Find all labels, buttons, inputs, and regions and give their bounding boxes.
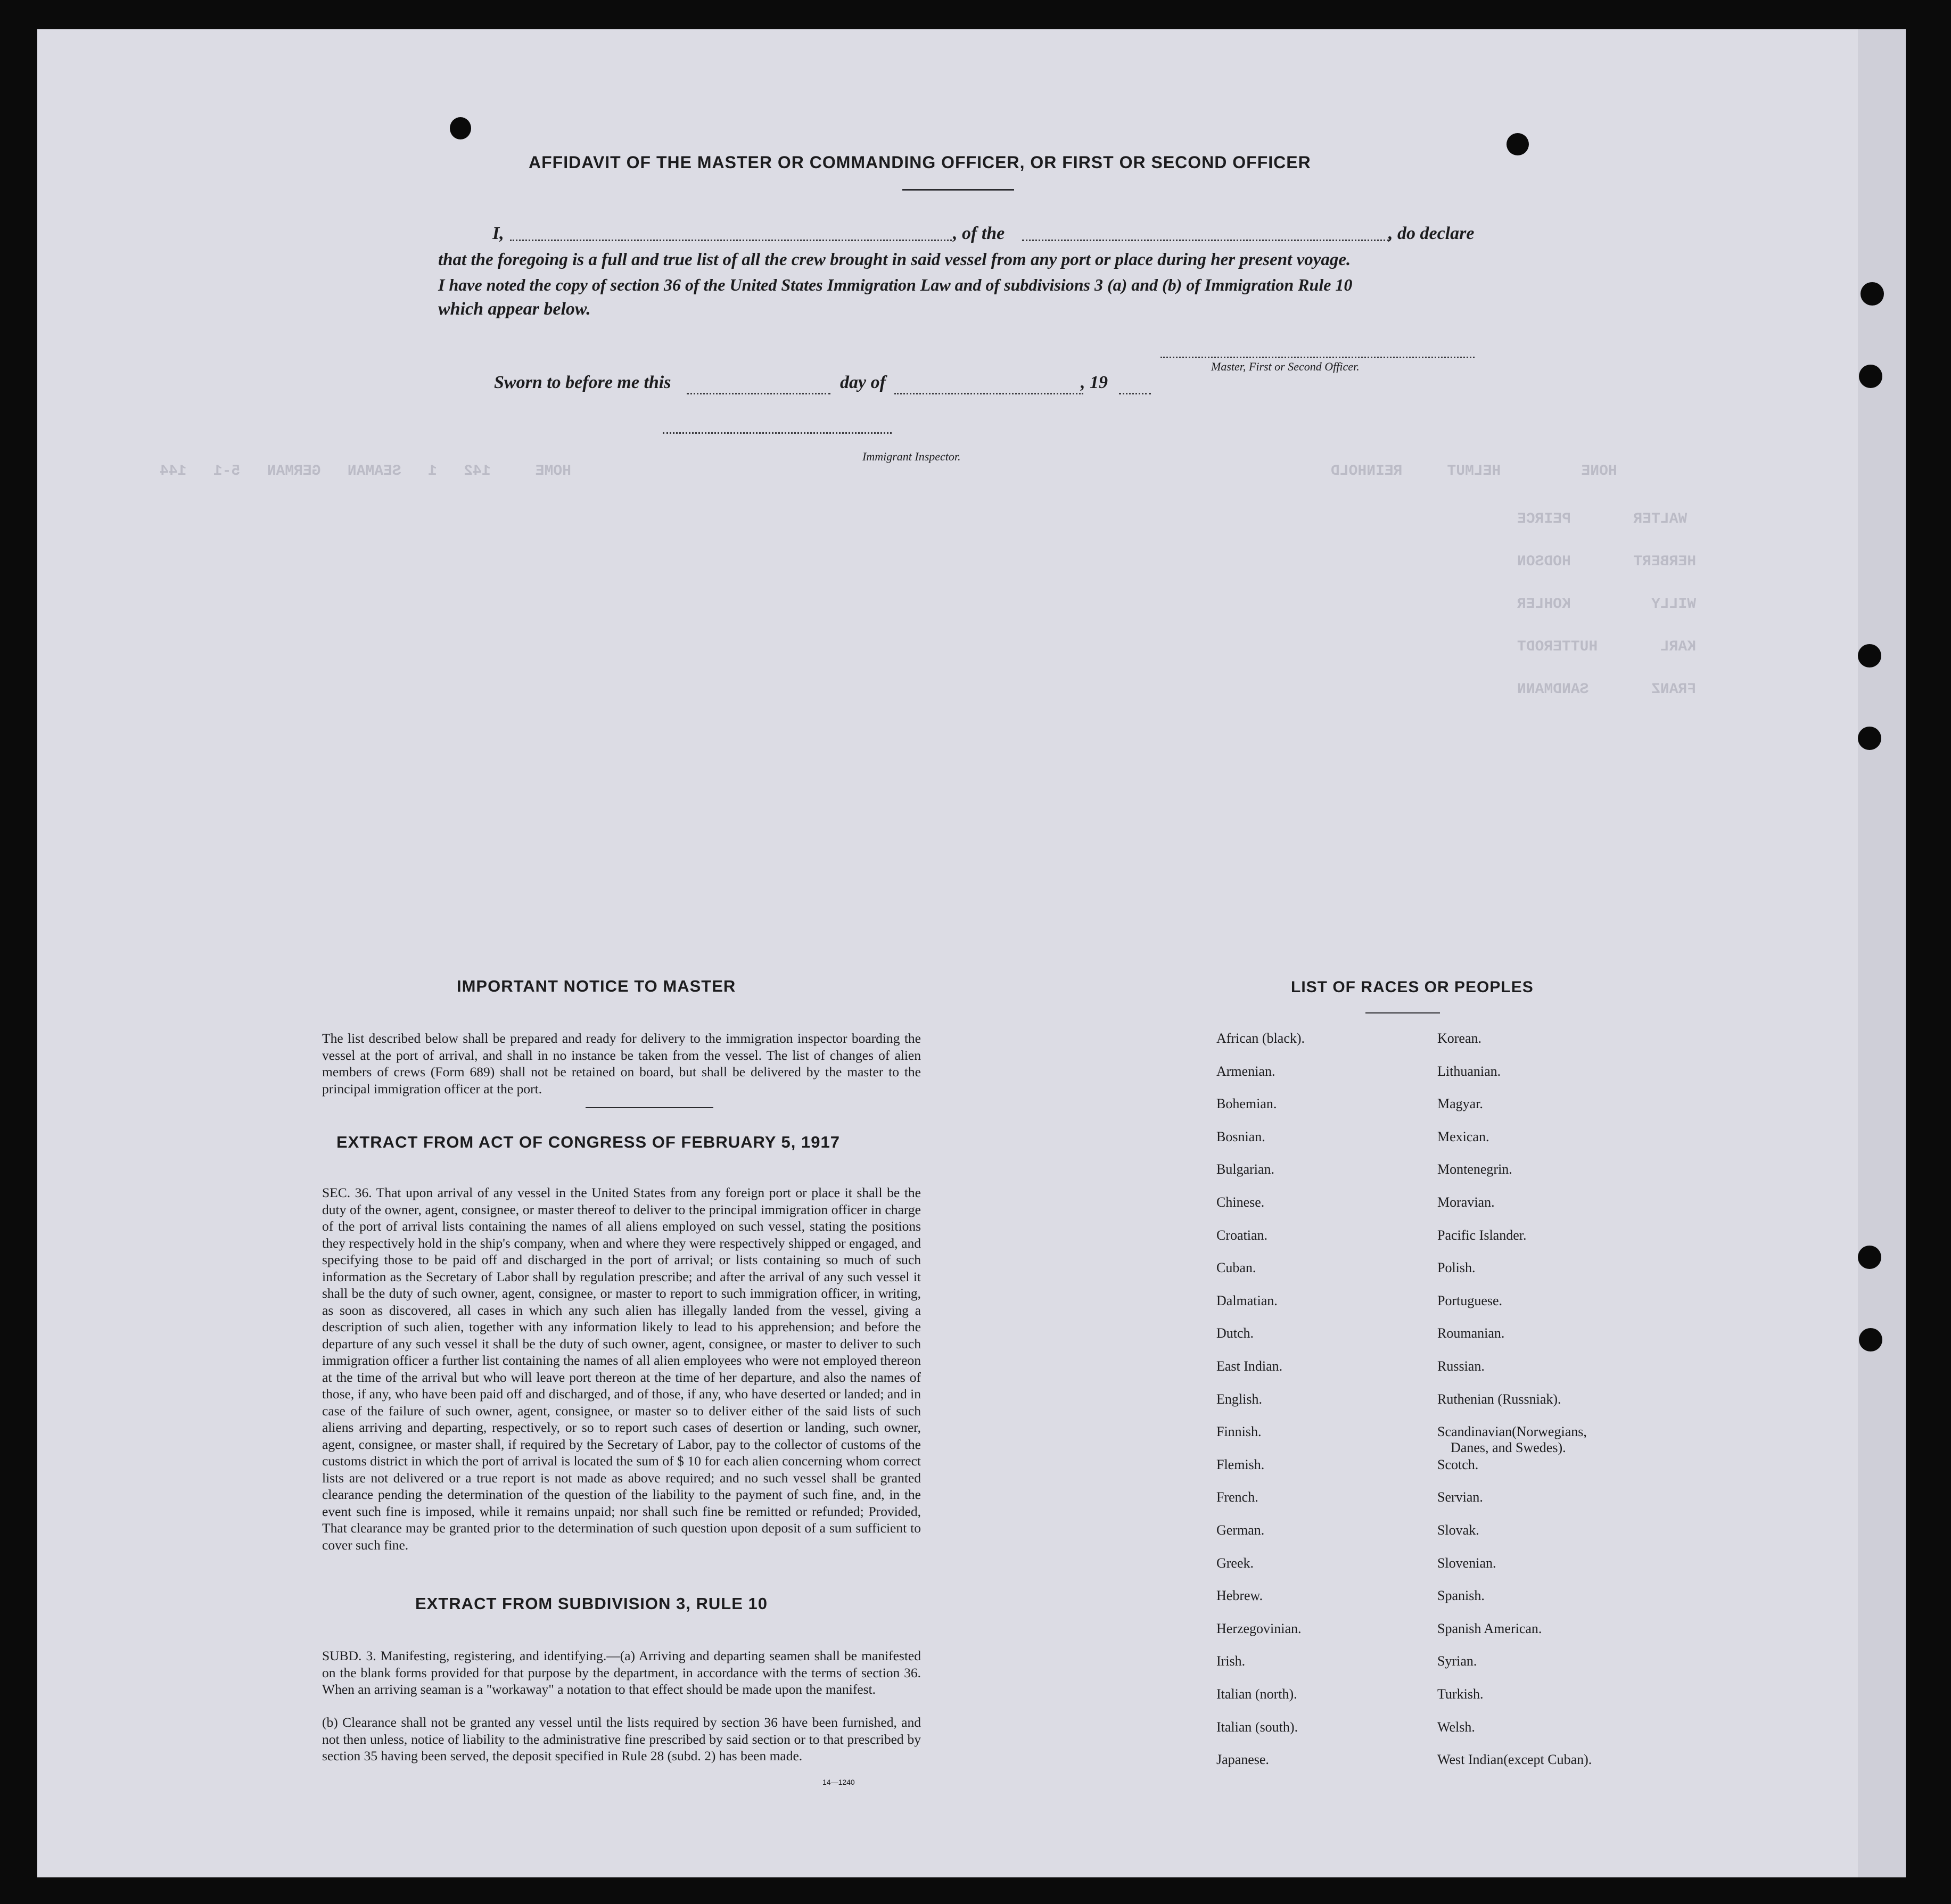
sworn-month-field[interactable] [894, 393, 1083, 394]
race-item: Herzegovinian. [1216, 1620, 1302, 1636]
race-item: Moravian. [1437, 1194, 1495, 1210]
heading-rule [902, 189, 1014, 191]
notice-text: The list described below shall be prepared and ready for delivery to the immigration inspector boarding the vessel at the port of arrival, and shall in no instance be taken from the vessel. The list of changes of alien members of crews (Form 689) shall not be retained on board, but shall be delivered by the master to the principal immigration officer at the port. [322, 1031, 921, 1097]
race-item: Scandinavian(Norwegians, [1437, 1424, 1587, 1440]
page-edge [1858, 29, 1906, 1877]
race-item: Roumanian. [1437, 1325, 1505, 1341]
race-item: Lithuanian. [1437, 1063, 1501, 1079]
rule-para-a: SUBD. 3. Manifesting, registering, and identifying.—(a) Arriving and departing seamen shall be manifested on the blank forms provided for that purpose by the department, in accordance with the terms of section 36. When an arriving seaman is a "workaway" a notation to that effect should be made upon the manifest. [322, 1648, 921, 1697]
bleed-through-text: HERBERT HODSON [1517, 554, 1697, 570]
punch-hole [450, 117, 471, 139]
race-item: Flemish. [1216, 1456, 1265, 1472]
race-item: Pacific Islander. [1437, 1227, 1527, 1243]
race-item: East Indian. [1216, 1358, 1283, 1374]
race-item: Turkish. [1437, 1686, 1484, 1702]
bleed-through-text: KARL HUTTERODT [1517, 639, 1697, 655]
form-number: 14—1240 [822, 1778, 855, 1786]
year-label: , 19 [1081, 373, 1108, 392]
of-the-label: , of the [953, 224, 1005, 243]
race-item: West Indian(except Cuban). [1437, 1752, 1592, 1768]
race-item: Scotch. [1437, 1456, 1479, 1472]
declare-label: , do declare [1388, 224, 1475, 243]
bleed-through-text: HOME 142 1 SEAMAN GERMAN 5-1 144 [160, 463, 571, 480]
sworn-year-field[interactable] [1119, 393, 1151, 394]
master-signature-label: Master, First or Second Officer. [1211, 360, 1360, 373]
race-item: Croatian. [1216, 1227, 1268, 1243]
rule-para-b: (b) Clearance shall not be granted any vessel until the lists required by section 36 have been furnished, and not then unless, notice of liability to the administrative fine prescribed by said section or to that prescribed by section 35 having been served, the deposit specified in Rule 28 (subd. 2) has been made. [322, 1715, 921, 1763]
race-item: Russian. [1437, 1358, 1485, 1374]
punch-hole [1858, 644, 1881, 667]
race-item: Spanish. [1437, 1588, 1485, 1604]
race-item: Bulgarian. [1216, 1161, 1275, 1177]
race-item: Italian (south). [1216, 1719, 1298, 1735]
punch-hole [1859, 365, 1882, 388]
bleed-through-text: WALTER PEIRCE [1517, 511, 1687, 527]
race-item: Danes, and Swedes). [1451, 1440, 1566, 1456]
affidavit-heading: AFFIDAVIT OF THE MASTER OR COMMANDING OFFICER, OR FIRST OR SECOND OFFICER [529, 153, 1311, 172]
race-item: African (black). [1216, 1031, 1305, 1046]
race-item: Portuguese. [1437, 1292, 1503, 1308]
race-item: Slovak. [1437, 1522, 1479, 1538]
punch-hole [1859, 1328, 1882, 1351]
day-of-label: day of [840, 373, 886, 392]
race-item: Dutch. [1216, 1325, 1254, 1341]
notice-heading: IMPORTANT NOTICE TO MASTER [457, 977, 736, 995]
race-item: Italian (north). [1216, 1686, 1297, 1702]
race-item: English. [1216, 1391, 1262, 1407]
master-signature-field[interactable] [1160, 357, 1475, 358]
act-heading: EXTRACT FROM ACT OF CONGRESS OF FEBRUARY 5, 1917 [336, 1133, 840, 1151]
race-item: Montenegrin. [1437, 1161, 1512, 1177]
bleed-through-text: HONE HELMUT REINHOLD [1331, 463, 1617, 480]
affidavit-line-1: that the foregoing is a full and true list of all the crew brought in said vessel from any port or place during her present voyage. [438, 250, 1351, 269]
rule-heading: EXTRACT FROM SUBDIVISION 3, RULE 10 [415, 1594, 768, 1613]
race-item: Chinese. [1216, 1194, 1265, 1210]
race-item: Slovenian. [1437, 1555, 1496, 1571]
name-field[interactable] [510, 240, 952, 241]
bleed-through-text: FRANZ SANDMANN [1517, 681, 1697, 698]
race-item: Spanish American. [1437, 1620, 1542, 1636]
affidavit-line-3: which appear below. [438, 299, 591, 319]
race-item: Cuban. [1216, 1260, 1256, 1276]
race-item: Korean. [1437, 1031, 1482, 1046]
race-item: Bosnian. [1216, 1128, 1265, 1144]
race-item: Mexican. [1437, 1128, 1489, 1144]
bleed-through-text: WILLY KOHLER [1517, 596, 1697, 613]
punch-hole [1858, 1246, 1881, 1269]
document-page [37, 29, 1895, 1877]
affidavit-line-2: I have noted the copy of section 36 of the United States Immigration Law and of subdivisions 3 (a) and (b) of Immigration Rule 10 [438, 275, 1353, 294]
inspector-signature-field[interactable] [663, 432, 892, 434]
race-item: Dalmatian. [1216, 1292, 1278, 1308]
race-item: Irish. [1216, 1653, 1246, 1669]
race-item: Syrian. [1437, 1653, 1477, 1669]
section-rule [586, 1107, 713, 1108]
race-item: Polish. [1437, 1260, 1476, 1276]
i-label: I, [492, 224, 504, 243]
race-item: French. [1216, 1489, 1258, 1505]
act-text: SEC. 36. That upon arrival of any vessel in the United States from any foreign port or place it shall be the duty of the owner, agent, consignee, or master thereof to deliver to the principal immigration officer in charge of the port of arrival lists containing the names of all aliens employed on such vessel, stating the positions they respectively hold in the ship's company, when and where they were respectively shipped or engaged, and specifying those to be paid off and discharged in the port of arrival; or lists containing so much of such information as the Secretary of Labor shall by regulation prescribe; and after the arrival of any such vessel it shall be the duty of such owner, agent, consignee, or master to report to such immigration officer, in writing, as soon as discovered, all cases in which any such alien has illegally landed from the vessel, giving a description of such alien, together with any information likely to lead to his apprehension; and before the departure of any such vessel it shall be the duty of such owner, agent, consignee, or master to deliver to such immigration officer a further list containing the names of all alien employees who were not employed thereon at the time of the arrival but who will leave port thereon at the time of her departure, and also the names of those, if any, who have been paid off and discharged, and of those, if any, who have deserted or landed; and in case of the failure of such owner, agent, consignee, or master so to deliver either of the said lists of such aliens arriving and departing, respectively, or so to report such cases of desertion or landing, such owner, agent, consignee, or master shall, if required by the Secretary of Labor, pay to the collector of customs of the customs district in which the port of arrival is located the sum of $ 10 for each alien concerning whom correct lists are not delivered or a true report is not made as above required; and no such vessel shall be granted clearance pending the determination of the question of the liability to the payment of such fine, and, in the event such fine is imposed, while it remains unpaid; nor shall such fine be remitted or refunded; Provided, That clearance may be granted prior to the determination of such question upon deposit of a sum sufficient to cover such fine. [322, 1185, 921, 1553]
race-item: Bohemian. [1216, 1096, 1277, 1112]
race-item: Welsh. [1437, 1719, 1475, 1735]
race-item: Hebrew. [1216, 1588, 1263, 1604]
sworn-label: Sworn to before me this [494, 373, 671, 392]
punch-hole [1507, 133, 1529, 155]
race-item: Greek. [1216, 1555, 1254, 1571]
punch-hole [1858, 727, 1881, 750]
race-item: German. [1216, 1522, 1265, 1538]
vessel-field[interactable] [1022, 240, 1389, 241]
race-item: Servian. [1437, 1489, 1483, 1505]
sworn-day-field[interactable] [687, 393, 830, 394]
race-item: Armenian. [1216, 1063, 1275, 1079]
race-item: Magyar. [1437, 1096, 1483, 1112]
inspector-label: Immigrant Inspector. [862, 450, 961, 463]
races-heading-rule [1365, 1012, 1440, 1013]
races-heading: LIST OF RACES OR PEOPLES [1291, 978, 1534, 996]
race-item: Ruthenian (Russniak). [1437, 1391, 1561, 1407]
race-item: Finnish. [1216, 1424, 1262, 1440]
punch-hole [1861, 282, 1884, 306]
race-item: Japanese. [1216, 1752, 1269, 1768]
